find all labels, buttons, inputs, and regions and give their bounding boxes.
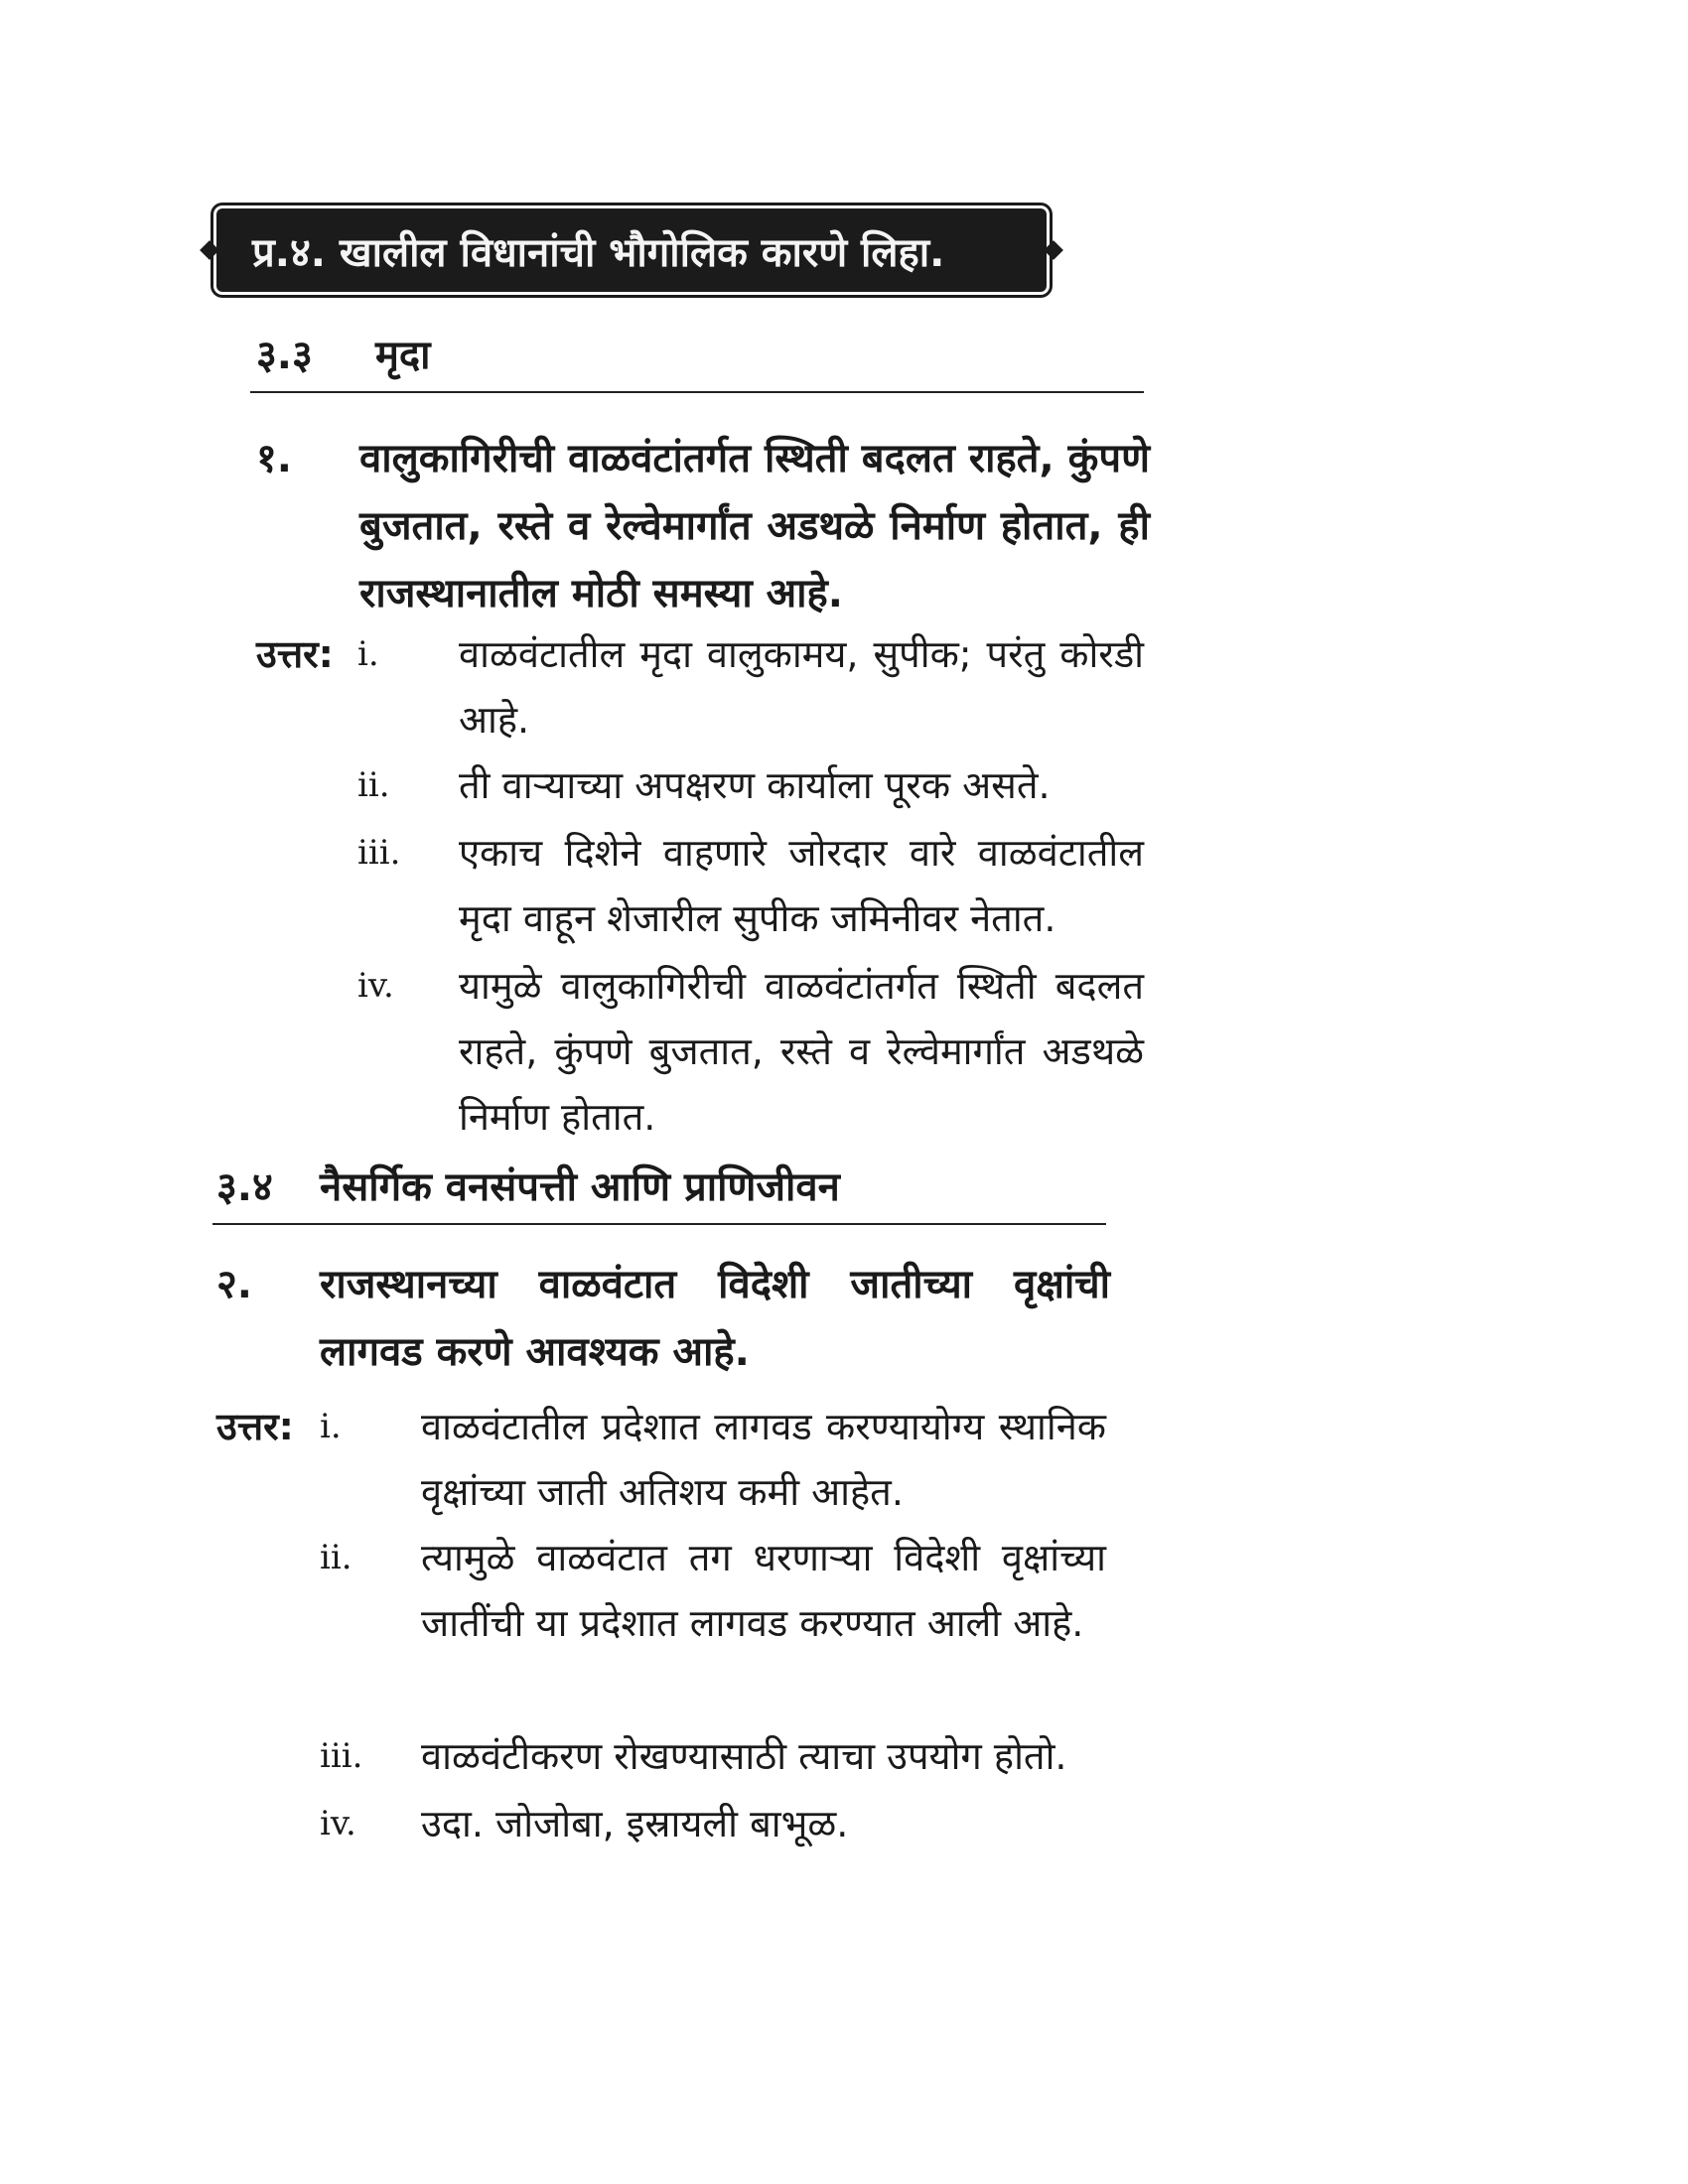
section-divider — [250, 391, 1144, 393]
answer-roman: i. — [357, 634, 379, 674]
answer-item — [320, 1525, 1106, 1656]
question-text: राजस्थानच्या वाळवंटात विदेशी जातीच्या वृक्षांची लागवड करणे आवश्यक आहे. — [320, 1262, 1110, 1375]
section-divider — [212, 1223, 1106, 1225]
answer-item — [357, 621, 1144, 752]
answer-text: वाळवंटातील प्रदेशात लागवड करण्यायोग्य स्थानिक वृक्षांच्या जाती अतिशय कमी आहेत. — [421, 1405, 1106, 1514]
answer-roman: i. — [320, 1407, 342, 1446]
answer-item — [320, 1723, 1106, 1789]
answer-roman: ii. — [320, 1538, 352, 1577]
answer-roman: iii. — [320, 1736, 363, 1776]
question-1 — [256, 425, 1150, 627]
section-heading-3-3 — [256, 326, 431, 380]
question-number: २. — [216, 1262, 252, 1307]
answer-text: वाळवंटीकरण रोखण्यासाठी त्याचा उपयोग होतो. — [421, 1734, 1067, 1778]
section-title: मृदा — [375, 333, 431, 378]
answer-text: ती वाऱ्याच्या अपक्षरण कार्याला पूरक असते. — [459, 763, 1051, 807]
question-2 — [216, 1251, 1110, 1386]
section-number: ३.३ — [256, 333, 313, 378]
answer-item — [320, 1394, 1106, 1525]
question-banner — [216, 208, 1047, 292]
question-number: १. — [256, 436, 292, 481]
answer-item — [320, 1791, 1106, 1856]
section-title: नैसर्गिक वनसंपत्ती आणि प्राणिजीवन — [320, 1164, 840, 1210]
section-heading-3-4 — [216, 1158, 840, 1212]
answer-item — [357, 953, 1144, 1150]
banner-title: प्र.४. खालील विधानांची भौगोलिक कारणे लिहा. — [252, 229, 945, 276]
answer-label: उत्तर: — [256, 632, 334, 676]
answer-roman: iii. — [357, 833, 401, 873]
question-text: वालुकागिरीची वाळवंटांतर्गत स्थिती बदलत राहते, कुंपणे बुजतात, रस्ते व रेल्वेमार्गांत अडथळे निर्माण होतात, ही राजस्थानातील मोठी समस्या आहे. — [359, 436, 1150, 616]
answer-text: एकाच दिशेने वाहणारे जोरदार वारे वाळवंटातील मृदा वाहून शेजारील सुपीक जमिनीवर नेतात. — [459, 831, 1144, 940]
answer-item — [357, 752, 1144, 818]
answer-text: त्यामुळे वाळवंटात तग धरणाऱ्या विदेशी वृक्षांच्या जातींची या प्रदेशात लागवड करण्यात आली आहे. — [421, 1536, 1106, 1645]
answer-label: उत्तर: — [216, 1405, 294, 1448]
answer-roman: ii. — [357, 765, 390, 805]
answer-item — [357, 820, 1144, 951]
answer-text: वाळवंटातील मृदा वालुकामय, सुपीक; परंतु कोरडी आहे. — [459, 632, 1144, 742]
answer-text: उदा. जोजोबा, इस्रायली बाभूळ. — [421, 1802, 849, 1845]
answer-roman: iv. — [357, 966, 394, 1006]
answer-text: यामुळे वालुकागिरीची वाळवंटांतर्गत स्थिती बदलत राहते, कुंपणे बुजतात, रस्ते व रेल्वेमार्गांत अडथळे निर्माण होतात. — [459, 964, 1144, 1139]
section-number: ३.४ — [216, 1164, 273, 1210]
answer-roman: iv. — [320, 1804, 356, 1843]
